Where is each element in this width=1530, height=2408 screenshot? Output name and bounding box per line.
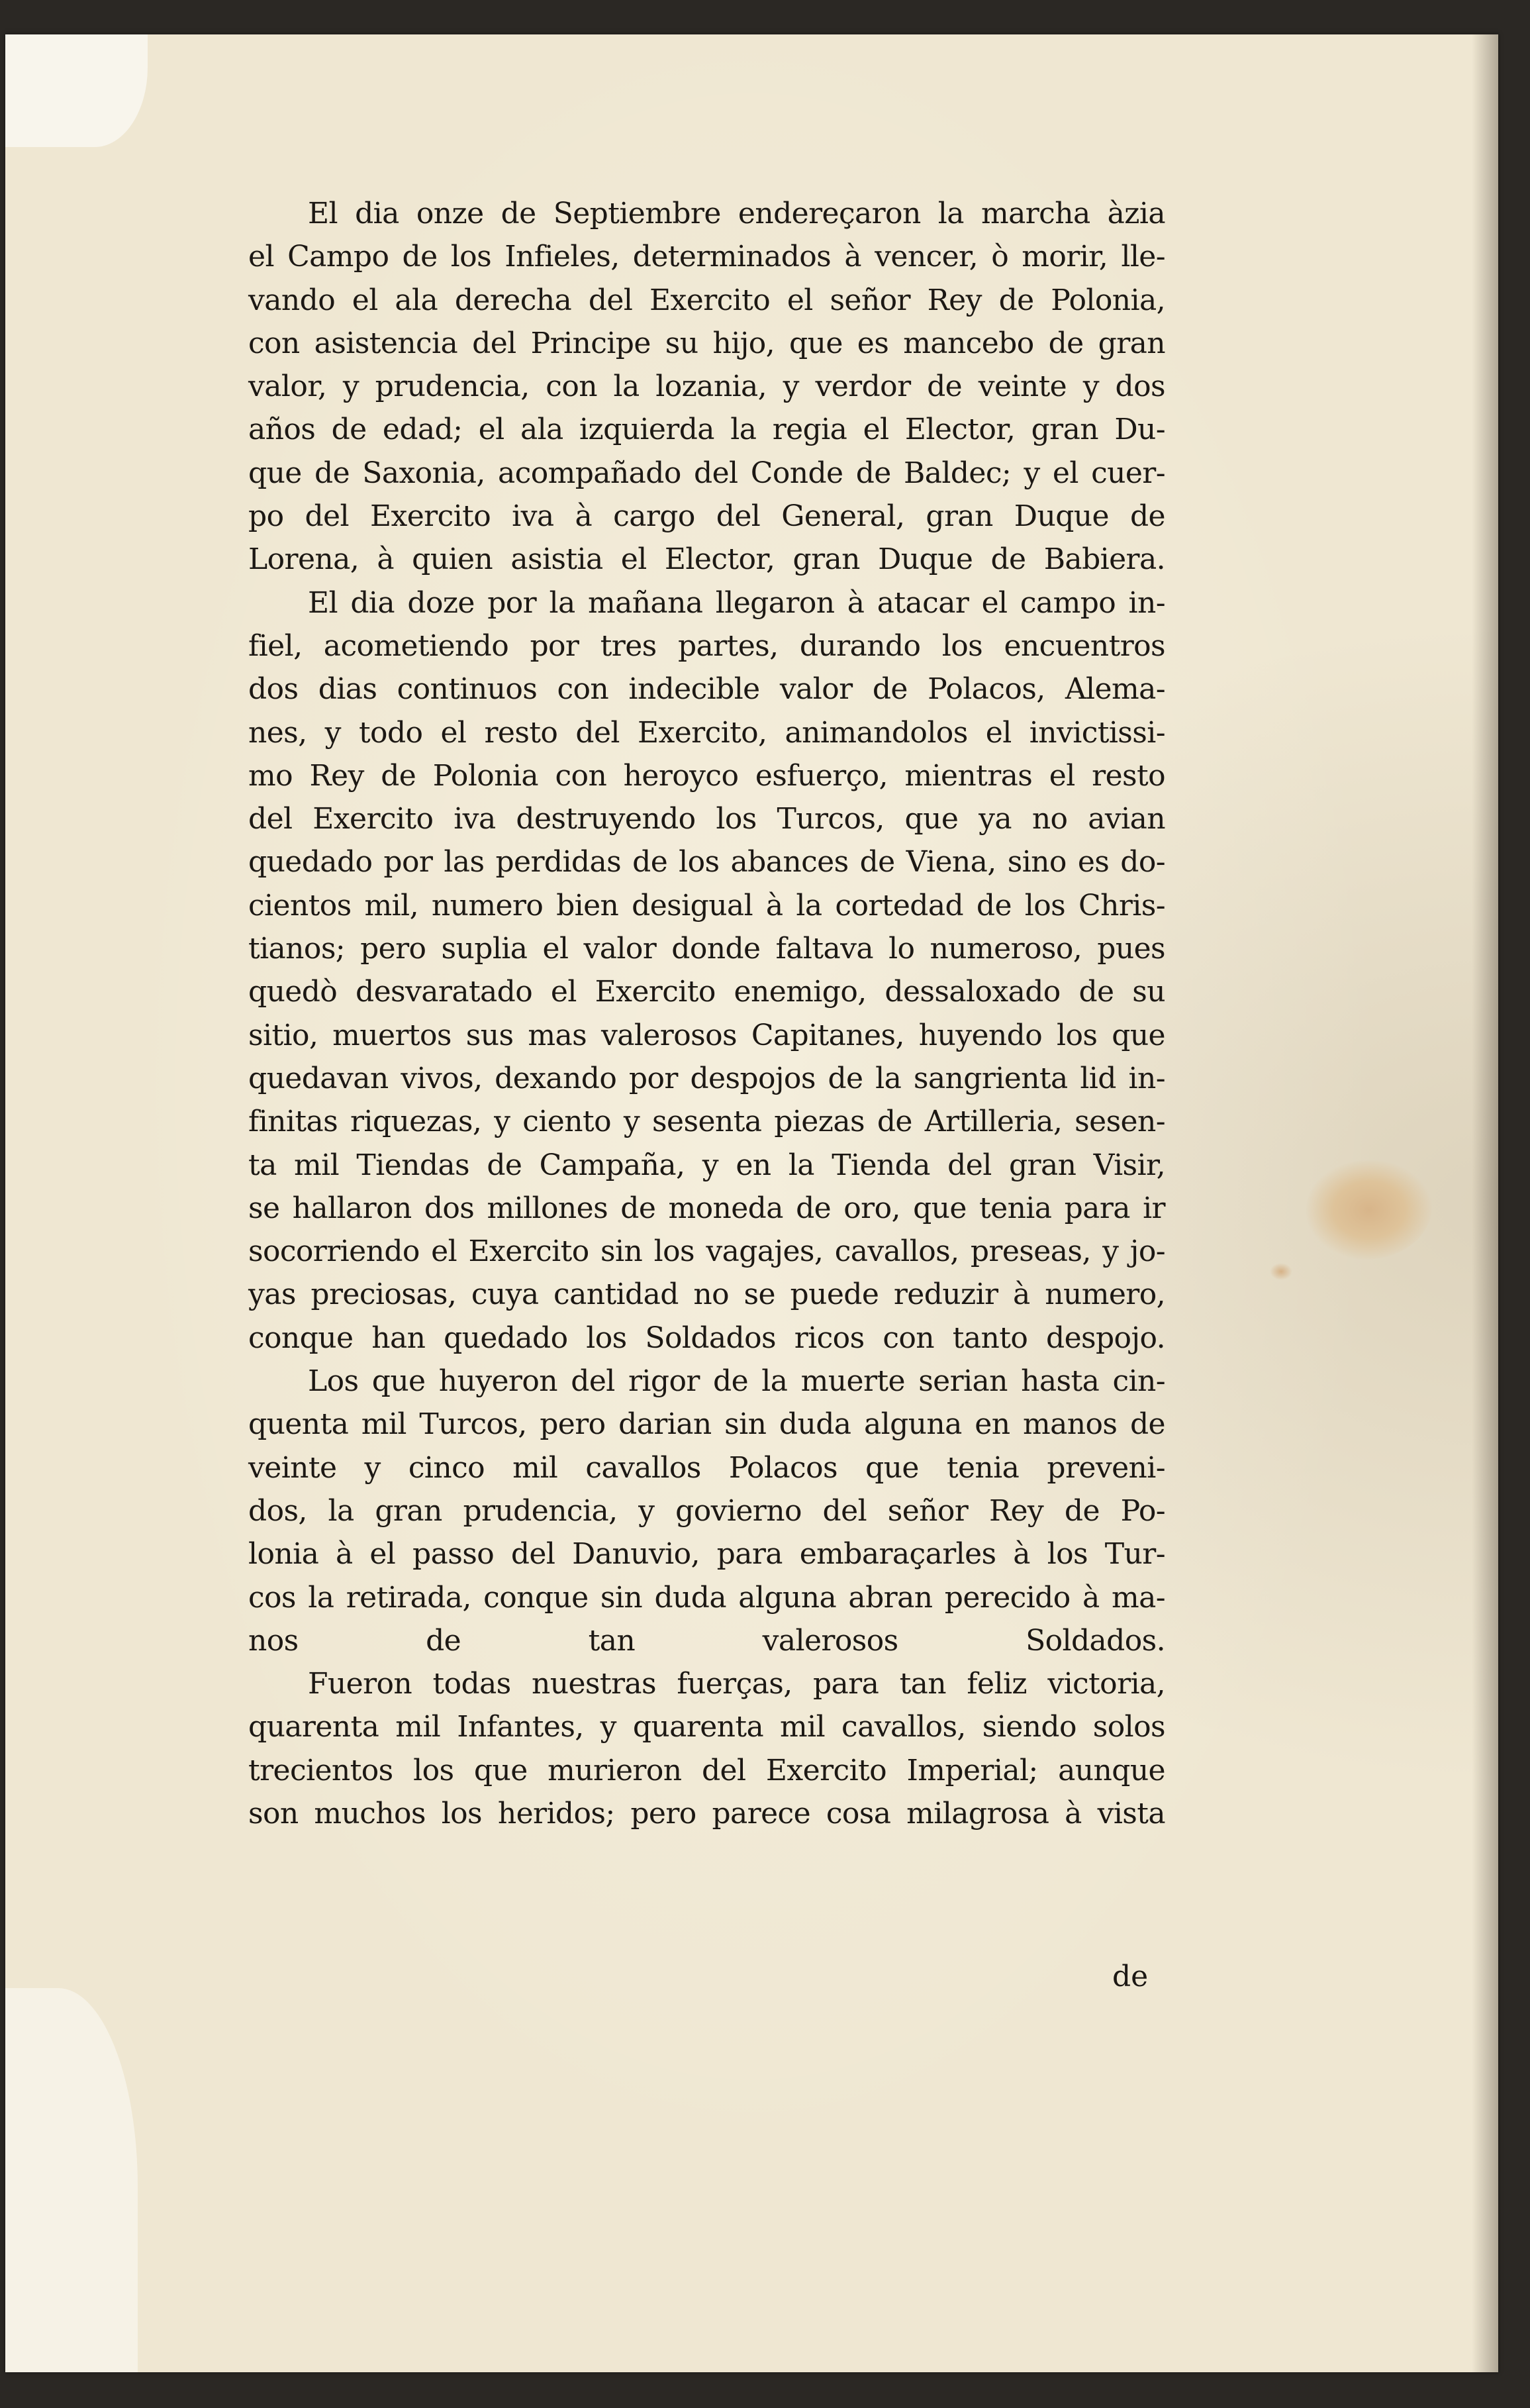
paragraph (248, 192, 1165, 581)
paragraph (248, 1360, 1165, 1662)
text-line: con asistencia del Principe su hijo, que es mancebo de gran (248, 326, 1165, 360)
paragraph (248, 1662, 1165, 1835)
text-line: yas preciosas, cuya cantidad no se puede reduzir à numero, (248, 1278, 1165, 1312)
text-line: quarenta mil Infantes, y quarenta mil cavallos, siendo solos (248, 1710, 1165, 1744)
text-line: vando el ala derecha del Exercito el señor Rey de Polonia, (248, 283, 1165, 317)
text-line: cientos mil, numero bien desigual à la cortedad de los Chris- (248, 888, 1165, 923)
text-line: que de Saxonia, acompañado del Conde de Baldec; y el cuer- (248, 456, 1165, 490)
text-line: quedado por las perdidas de los abances de Viena, sino es do- (248, 845, 1165, 879)
text-line: Los que huyeron del rigor de la muerte serian hasta cin- (308, 1364, 1165, 1399)
text-line: del Exercito iva destruyendo los Turcos, que ya no avian (248, 802, 1165, 836)
text-line: trecientos los que murieron del Exercito Imperial; aunque (248, 1753, 1165, 1787)
text-line: mo Rey de Polonia con heroyco esfuerço, mientras el resto (248, 758, 1165, 793)
text-line: quedò desvaratado el Exercito enemigo, dessaloxado de su (248, 975, 1165, 1009)
text-line: dos dias continuos con indecible valor de Polacos, Alema- (248, 672, 1165, 707)
text-line: socorriendo el Exercito sin los vagajes, cavallos, preseas, y jo- (248, 1234, 1165, 1269)
paragraph (248, 581, 1165, 1360)
text-line: po del Exercito iva à cargo del General, gran Duque de (248, 499, 1165, 534)
page-edge-shadow (1472, 34, 1498, 2372)
text-line: dos, la gran prudencia, y govierno del señor Rey de Po- (248, 1493, 1165, 1528)
text-line: el Campo de los Infieles, determinados à vencer, ò morir, lle- (248, 240, 1165, 274)
text-line: veinte y cinco mil cavallos Polacos que tenia preveni- (248, 1450, 1165, 1485)
text-line: finitas riquezas, y ciento y sesenta piezas de Artilleria, sesen- (248, 1105, 1165, 1139)
foxing-stain (1306, 1160, 1432, 1260)
text-line: sitio, muertos sus mas valerosos Capitanes, huyendo los que (248, 1018, 1165, 1052)
body-text (248, 192, 1165, 1835)
text-line: conque han quedado los Soldados ricos con tanto despojo. (248, 1321, 1165, 1355)
text-line: quedavan vivos, dexando por despojos de la sangrienta lid in- (248, 1061, 1165, 1095)
text-line: ta mil Tiendas de Campaña, y en la Tienda del gran Visir, (248, 1148, 1165, 1182)
text-line: son muchos los heridos; pero parece cosa milagrosa à vista (248, 1796, 1165, 1831)
torn-corner-top-left (5, 34, 148, 147)
text-line: nos de tan valerosos Soldados. (248, 1623, 1165, 1658)
text-line: se hallaron dos millones de moneda de oro, que tenia para ir (248, 1191, 1165, 1225)
text-line: fiel, acometiendo por tres partes, durando los encuentros (248, 628, 1165, 663)
text-line: tianos; pero suplia el valor donde faltava lo numeroso, pues (248, 932, 1165, 966)
text-line: El dia doze por la mañana llegaron à atacar el campo in- (308, 585, 1165, 620)
text-line: cos la retirada, conque sin duda alguna abran perecido à ma- (248, 1580, 1165, 1615)
text-line: nes, y todo el resto del Exercito, animandolos el invictissi- (248, 715, 1165, 750)
text-line: quenta mil Turcos, pero darian sin duda alguna en manos de (248, 1407, 1165, 1442)
catchword: de (1112, 1960, 1149, 1993)
text-line: valor, y prudencia, con la lozania, y verdor de veinte y dos (248, 370, 1165, 404)
torn-edge-bottom-left (5, 1988, 138, 2372)
foxing-spot (1270, 1263, 1292, 1280)
text-line: Lorena, à quien asistia el Elector, gran Duque de Babiera. (248, 542, 1165, 577)
text-line: Fueron todas nuestras fuerças, para tan feliz victoria, (308, 1667, 1165, 1701)
text-line: El dia onze de Septiembre endereçaron la marcha àzia (308, 197, 1165, 230)
text-line: lonia à el passo del Danuvio, para embaraçarles à los Tur- (248, 1537, 1165, 1572)
text-line: años de edad; el ala izquierda la regia el Elector, gran Du- (248, 413, 1165, 447)
